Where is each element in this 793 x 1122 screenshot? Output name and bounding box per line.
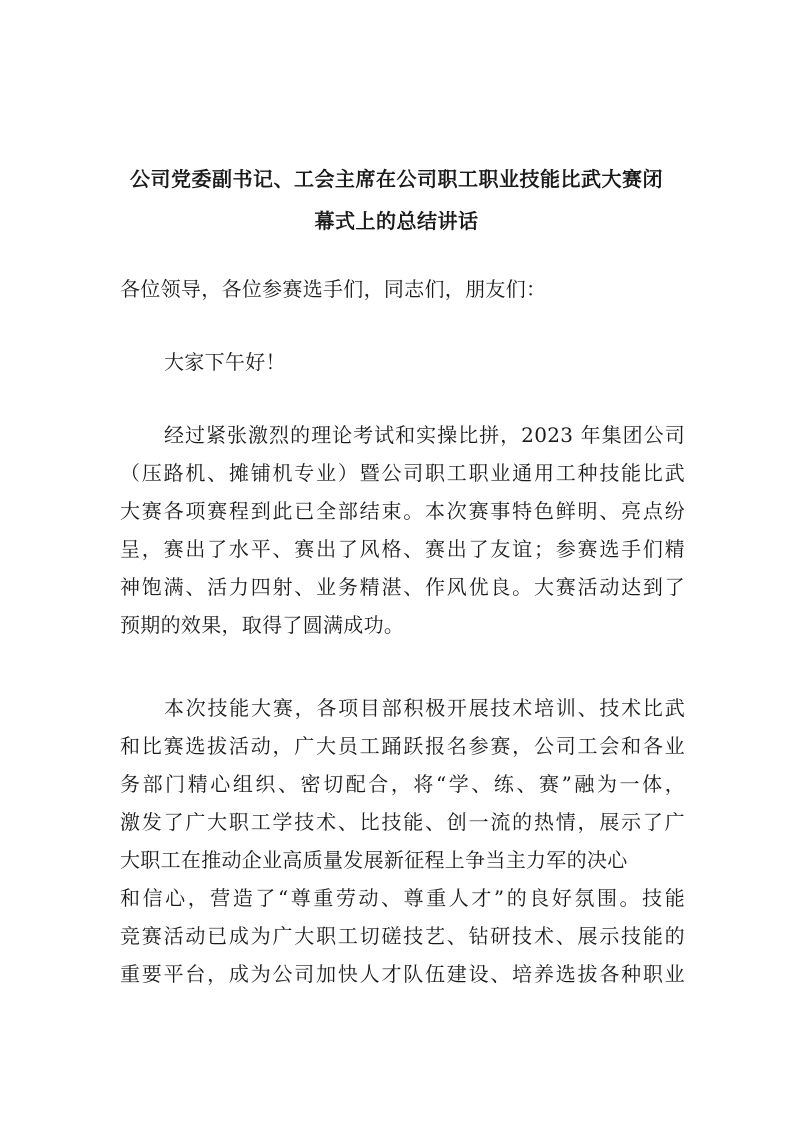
paragraph-line: 神饱满、活力四射、业务精湛、作风优良。大赛活动达到了	[120, 575, 685, 599]
paragraph-line: 本次技能大赛，各项目部积极开展技术培训、技术比武	[164, 696, 685, 720]
greeting: 大家下午好！	[164, 350, 286, 374]
paragraph-line: 和比赛选拔活动，广大员工踊跃报名参赛，公司工会和各业	[120, 734, 685, 758]
paragraph-line: 和信心，营造了“尊重劳动、尊重人才”的良好氛围。技能	[120, 886, 685, 910]
paragraph-line: （压路机、摊铺机专业）暨公司职工职业通用工种技能比武	[120, 461, 685, 485]
paragraph-line: 竞赛活动已成为广大职工切磋技艺、钻研技术、展示技能的	[120, 924, 685, 948]
document-title-line-1: 公司党委副书记、工会主席在公司职工职业技能比武大赛闭	[130, 167, 663, 191]
salutation: 各位领导，各位参赛选手们，同志们，朋友们：	[120, 277, 547, 301]
paragraph-line: 预期的效果，取得了圆满成功。	[120, 613, 405, 637]
paragraph-line: 务部门精心组织、密切配合，将“学、练、赛”融为一体，	[120, 772, 685, 796]
paragraph-line: 呈，赛出了水平、赛出了风格、赛出了友谊；参赛选手们精	[120, 537, 685, 561]
paragraph-line: 重要平台，成为公司加快人才队伍建设、培养选拔各种职业	[120, 962, 685, 986]
paragraph-line: 经过紧张激烈的理论考试和实操比拼，2023 年集团公司	[164, 423, 685, 447]
paragraph-line: 激发了广大职工学技术、比技能、创一流的热情，展示了广	[120, 810, 685, 834]
paragraph-line: 大职工在推动企业高质量发展新征程上争当主力军的决心	[120, 848, 628, 872]
document-title-line-2: 幕式上的总结讲话	[314, 209, 479, 233]
paragraph-line: 大赛各项赛程到此已全部结束。本次赛事特色鲜明、亮点纷	[120, 499, 685, 523]
